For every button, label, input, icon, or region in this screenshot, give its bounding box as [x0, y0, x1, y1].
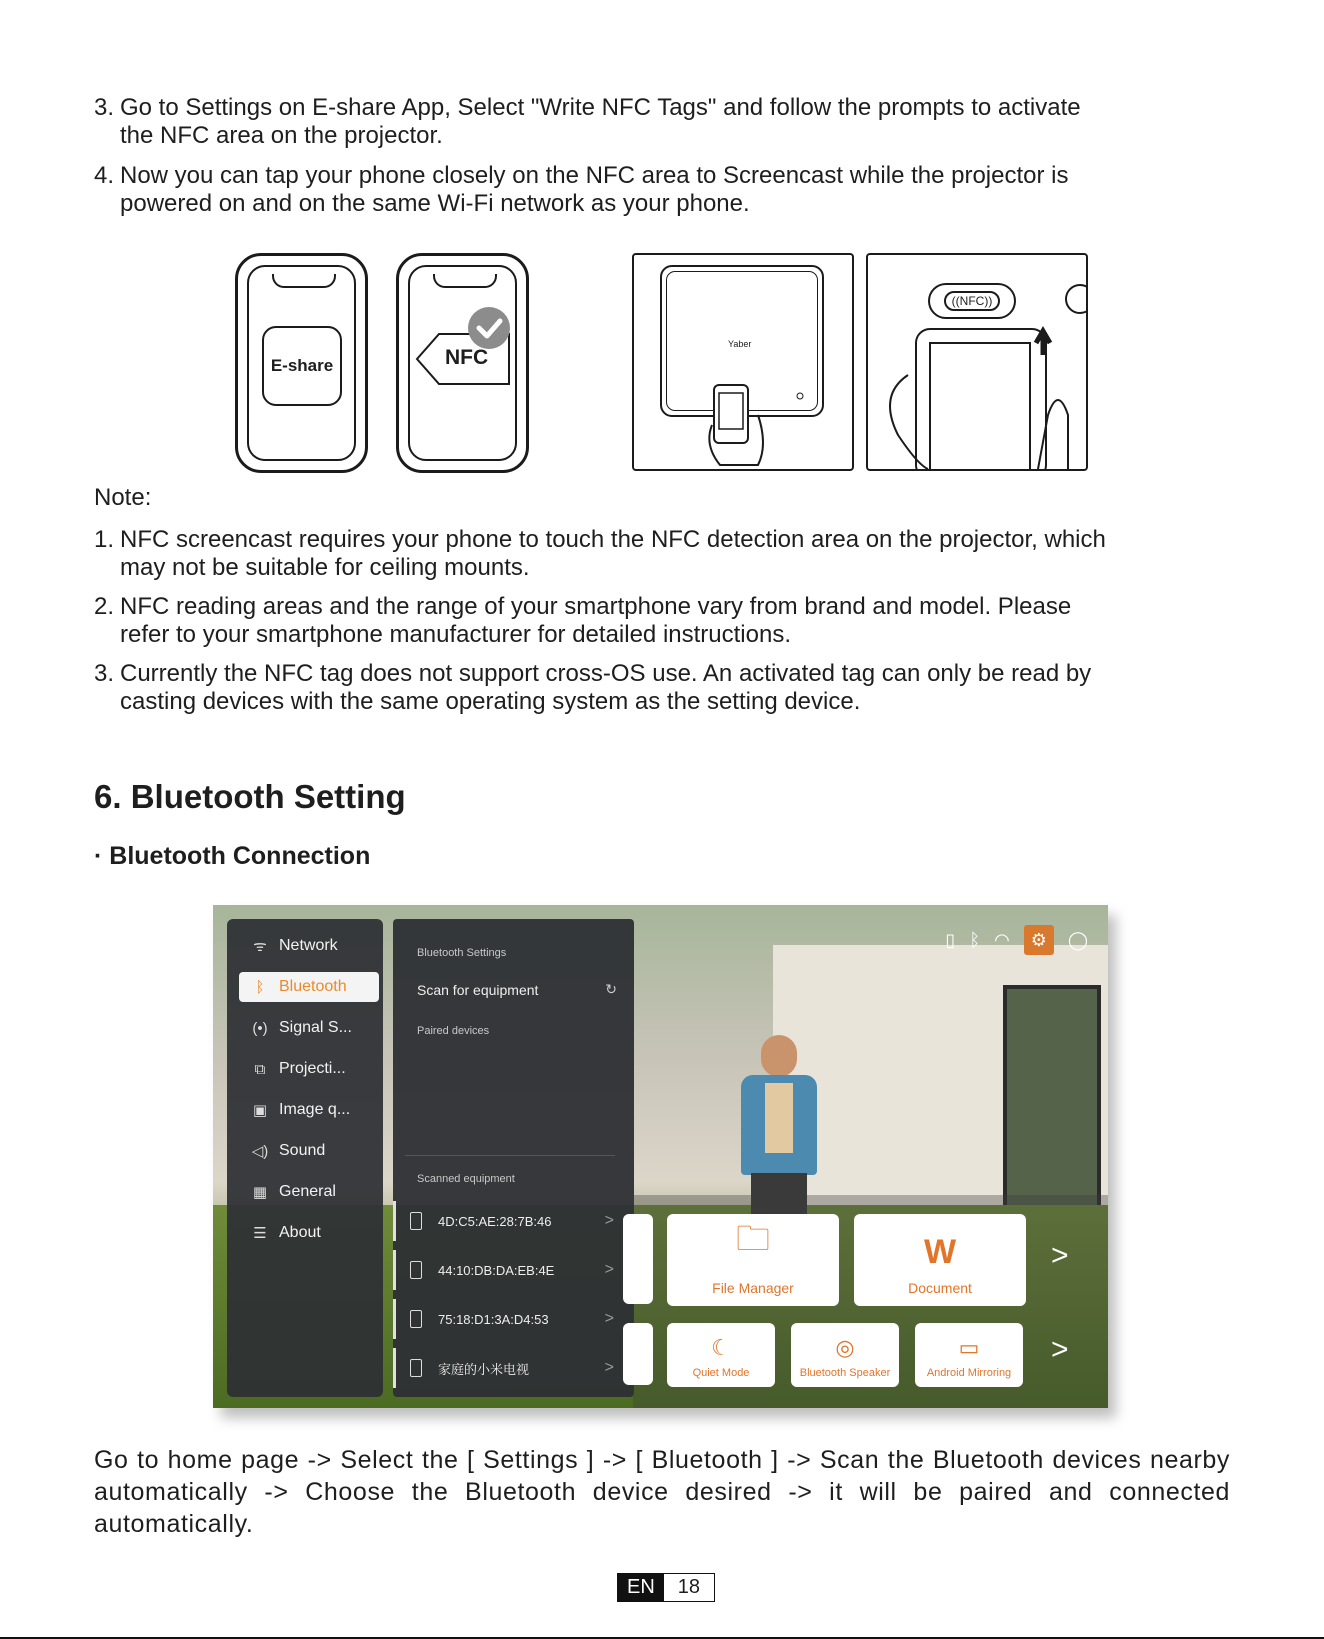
screen-mirroring-icon: ▭ [958, 1335, 980, 1360]
page-no: 18 [677, 1576, 701, 1598]
note-number: 2. [94, 593, 115, 620]
device-name: 44:10:DB:DA:EB:4E [438, 1262, 555, 1278]
device-row[interactable] [393, 1250, 634, 1290]
device-row[interactable] [393, 1201, 634, 1241]
note-number: 1. [94, 526, 115, 553]
phone-icon [410, 1261, 422, 1279]
chevron-right-icon: > [604, 1359, 614, 1376]
chevron-right-icon: > [604, 1261, 614, 1278]
general-icon: ▦ [252, 1184, 268, 1201]
wifi-status-icon[interactable]: ◠ [994, 929, 1010, 950]
device-name: 75:18:D1:3A:D4:53 [438, 1311, 549, 1327]
nfc-badge-label: NFC [959, 294, 985, 308]
step-text-cont: the NFC area on the projector. [120, 122, 443, 149]
menu-item-bluetooth[interactable] [239, 972, 379, 1002]
settings-gear-icon[interactable]: ⚙ [1024, 925, 1054, 955]
tile-quiet-mode[interactable] [667, 1323, 775, 1387]
tile-partial[interactable] [623, 1214, 653, 1304]
step-text-cont: powered on and on the same Wi-Fi network as your phone. [120, 190, 750, 217]
tile-partial[interactable] [623, 1323, 653, 1385]
phone-icon [410, 1310, 422, 1328]
menu-item-label: Image q... [279, 1101, 351, 1118]
scan-for-equipment[interactable] [417, 981, 617, 998]
device-name: 4D:C5:AE:28:7B:46 [438, 1213, 552, 1229]
moon-icon: ☾ [711, 1335, 731, 1360]
step-number: 4. [94, 162, 115, 189]
tile-label: Bluetooth Speaker [799, 1367, 891, 1379]
divider [405, 1155, 615, 1156]
menu-item-general[interactable] [239, 1177, 379, 1207]
speaker-icon: ◎ [835, 1335, 855, 1360]
step-text: Go to Settings on E-share App, Select "Write NFC Tags" and follow the prompts to activate [120, 94, 1081, 121]
phone-nfc-illustration [396, 253, 529, 473]
sound-icon: ◁) [251, 1143, 269, 1160]
menu-item-label: General [279, 1183, 336, 1200]
step-3 [94, 94, 1230, 150]
menu-item-label: Signal S... [279, 1019, 352, 1036]
note-text: NFC screencast requires your phone to touch the NFC detection area on the projector, which [120, 526, 1106, 553]
phone-icon [410, 1212, 422, 1230]
projector-tap-illustration [632, 253, 854, 471]
tile-label: Quiet Mode [692, 1367, 750, 1379]
note-1 [94, 526, 1230, 582]
bt-settings-title: Bluetooth Settings [417, 947, 507, 959]
step-4 [94, 162, 1230, 218]
assistant-circle-icon[interactable]: ◯ [1067, 929, 1088, 950]
hand-phone-icon [634, 255, 852, 469]
scan-label: Scan for equipment [417, 981, 539, 998]
image-quality-icon: ▣ [252, 1102, 268, 1119]
note-text-cont: may not be suitable for ceiling mounts. [120, 554, 530, 581]
note-text-cont: casting devices with the same operating system as the setting device. [120, 688, 861, 715]
eshare-app-icon [262, 326, 342, 406]
menu-item-network[interactable] [239, 931, 379, 961]
nfc-label: NFC [445, 346, 489, 369]
bluetooth-settings-panel [393, 919, 634, 1397]
phone-notch [272, 274, 336, 288]
nfc-area-illustration [866, 253, 1088, 471]
projector-brand: Yaber [728, 339, 752, 349]
section-title: 6. Bluetooth Setting [94, 778, 406, 815]
signal-source-icon: (•) [252, 1019, 268, 1037]
usb-icon[interactable]: ▯ [945, 929, 956, 950]
note-number: 3. [94, 660, 115, 687]
menu-item-label: Network [279, 937, 338, 954]
tile-label: Document [908, 1280, 972, 1296]
scanned-equipment-label: Scanned equipment [417, 1173, 515, 1185]
step-text: Now you can tap your phone closely on the NFC area to Screencast while the projector is [120, 162, 1069, 189]
menu-item-image-quality[interactable] [239, 1095, 379, 1125]
document-w-icon: W [923, 1233, 957, 1271]
subsection-title: · Bluetooth Connection [94, 842, 371, 870]
wifi-icon: ᯤ [253, 938, 267, 955]
device-name: 家庭的小米电视 [438, 1361, 530, 1377]
page-number [617, 1573, 715, 1602]
page-lang: EN [618, 1574, 664, 1601]
chevron-right-icon: > [604, 1310, 614, 1327]
note-text: Currently the NFC tag does not support cross-OS use. An activated tag can only be read by [120, 660, 1092, 687]
nfc-badge: ((NFC)) [928, 283, 1016, 319]
projection-icon: ⧉ [254, 1060, 266, 1078]
tile-bluetooth-speaker[interactable] [791, 1323, 899, 1387]
bluetooth-icon: ᛒ [255, 978, 265, 996]
menu-item-label: Bluetooth [279, 978, 347, 995]
menu-item-signal-source[interactable] [239, 1013, 379, 1043]
menu-item-label: About [279, 1224, 321, 1241]
tile-label: File Manager [712, 1280, 794, 1296]
settings-sidebar [227, 919, 383, 1397]
refresh-icon[interactable]: ↻ [605, 981, 617, 997]
menu-item-about[interactable] [239, 1218, 379, 1248]
about-icon: ☰ [253, 1225, 267, 1242]
device-row[interactable] [393, 1348, 634, 1388]
top-status-bar [945, 925, 1088, 955]
chevron-right-icon[interactable]: > [1051, 1333, 1069, 1366]
phone-icon [410, 1359, 422, 1377]
tile-label: Android Mirroring [926, 1367, 1012, 1379]
step-number: 3. [94, 94, 115, 121]
note-3 [94, 660, 1230, 716]
chevron-right-icon: > [604, 1212, 614, 1229]
menu-item-label: Projecti... [279, 1060, 346, 1077]
phone-in-hand-icon [868, 255, 1086, 469]
eshare-label: E-share [270, 356, 334, 375]
menu-item-sound[interactable] [239, 1136, 379, 1166]
phone-eshare-illustration [235, 253, 368, 473]
instructions-text: Go to home page -> Select the [ Settings ] -> [ Bluetooth ] -> Scan the Bluetooth devices nearby automatically -> Choose the Bluetooth device desired -> it will be paired and connected automatically. [94, 1446, 1230, 1538]
device-row[interactable] [393, 1299, 634, 1339]
note-2 [94, 593, 1230, 649]
note-text-cont: refer to your smartphone manufacturer for detailed instructions. [120, 621, 791, 648]
note-text: NFC reading areas and the range of your smartphone vary from brand and model. Please [120, 593, 1072, 620]
menu-item-label: Sound [279, 1142, 326, 1159]
menu-item-projection[interactable] [239, 1054, 379, 1084]
chevron-right-icon[interactable]: > [1051, 1239, 1069, 1272]
tile-android-mirroring[interactable] [915, 1323, 1023, 1387]
projector-ui-screenshot [213, 905, 1108, 1408]
note-label: Note: [94, 484, 152, 511]
bluetooth-status-icon[interactable]: ᛒ [969, 929, 981, 950]
folder-icon: 🗀 [736, 1220, 770, 1258]
tile-document[interactable] [854, 1214, 1026, 1306]
paired-devices-label: Paired devices [417, 1025, 490, 1037]
tile-file-manager[interactable] [667, 1214, 839, 1306]
window [1003, 985, 1101, 1213]
